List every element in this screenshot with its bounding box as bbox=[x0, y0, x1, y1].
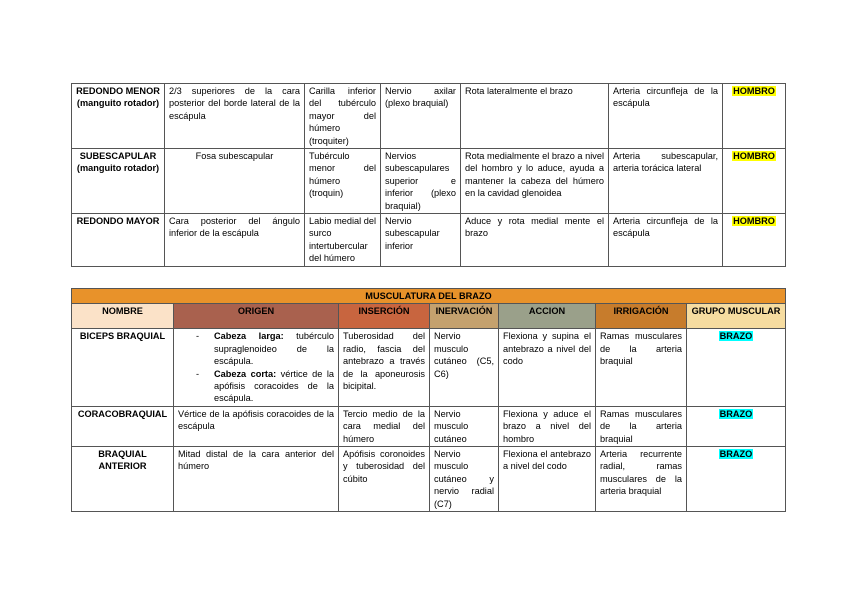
shoulder-muscles-table bbox=[71, 83, 786, 267]
innervation-cell: Nervio musculo cutáneo y nervio radial (C7) bbox=[430, 447, 499, 512]
header-grupo: GRUPO MUSCULAR bbox=[687, 304, 786, 329]
muscle-name: REDONDO MENOR (manguito rotador) bbox=[72, 84, 165, 149]
irrigation-cell: Arteria circunfleja de la escápula bbox=[609, 214, 723, 267]
action-cell: Rota lateralmente el brazo bbox=[461, 84, 609, 149]
origin-cell: Vértice de la apófisis coracoides de la escápula bbox=[174, 406, 339, 446]
header-accion: ACCION bbox=[499, 304, 596, 329]
muscle-name: REDONDO MAYOR bbox=[72, 214, 165, 267]
innervation-cell: Nervios subescapulares superior e inferior (plexo braquial) bbox=[381, 149, 461, 214]
group-badge: BRAZO bbox=[719, 408, 753, 419]
group-badge: HOMBRO bbox=[733, 151, 775, 162]
innervation-cell: Nervio subescapular inferior bbox=[381, 214, 461, 267]
action-cell: Flexiona el antebrazo a nivel del codo bbox=[499, 447, 596, 512]
insertion-cell: Carilla inferior del tubérculo mayor del húmero (troquiter) bbox=[305, 84, 381, 149]
header-irrigacion: IRRIGACIÓN bbox=[596, 304, 687, 329]
insertion-cell: Tuberosidad del radio, fascia del antebrazo a través de la aponeurosis bicipital. bbox=[339, 329, 430, 406]
arm-muscles-table bbox=[71, 288, 786, 512]
muscle-name: BICEPS BRAQUIAL bbox=[72, 329, 174, 406]
muscle-name: BRAQUIAL ANTERIOR bbox=[72, 447, 174, 512]
irrigation-cell: Arteria subescapular, arteria torácica lateral bbox=[609, 149, 723, 214]
innervation-cell: Nervio musculo cutáneo (C5, C6) bbox=[430, 329, 499, 406]
action-cell: Flexiona y aduce el brazo a nivel del hombro bbox=[499, 406, 596, 446]
origin-cell: 2/3 superiores de la cara posterior del borde lateral de la escápula bbox=[165, 84, 305, 149]
header-inervacion: INERVACIÓN bbox=[430, 304, 499, 329]
header-insercion: INSERCIÓN bbox=[339, 304, 430, 329]
origin-cell: Mitad distal de la cara anterior del húmero bbox=[174, 447, 339, 512]
table-title: MUSCULATURA DEL BRAZO bbox=[72, 289, 786, 304]
header-origen: ORIGEN bbox=[174, 304, 339, 329]
table-row bbox=[72, 447, 786, 512]
innervation-cell: Nervio axilar (plexo braquial) bbox=[381, 84, 461, 149]
group-badge: BRAZO bbox=[719, 331, 753, 342]
insertion-cell: Labio medial del surco intertubercular del húmero bbox=[305, 214, 381, 267]
origin-list bbox=[178, 330, 334, 404]
irrigation-cell: Arteria recurrente radial, ramas musculares de la arteria braquial bbox=[596, 447, 687, 512]
group-badge: HOMBRO bbox=[733, 86, 775, 96]
header-row bbox=[72, 304, 786, 329]
list-item: - Cabeza corta: vértice de la apófisis coracoides de la escápula. bbox=[214, 368, 334, 405]
action-cell: Flexiona y supina el antebrazo a nivel del codo bbox=[499, 329, 596, 406]
table-row bbox=[72, 149, 786, 214]
innervation-cell: Nervio musculo cutáneo bbox=[430, 406, 499, 446]
origin-cell bbox=[174, 329, 339, 406]
irrigation-cell: Ramas musculares de la arteria braquial bbox=[596, 329, 687, 406]
list-item: - Cabeza larga: tubérculo supraglenoideo de la escápula. bbox=[214, 330, 334, 367]
muscle-name: SUBESCAPULAR (manguito rotador) bbox=[72, 149, 165, 214]
action-cell: Aduce y rota medial mente el brazo bbox=[461, 214, 609, 267]
origin-cell: Fosa subescapular bbox=[165, 149, 305, 214]
header-nombre: NOMBRE bbox=[72, 304, 174, 329]
group-badge: BRAZO bbox=[719, 449, 753, 460]
group-badge: HOMBRO bbox=[733, 216, 775, 227]
muscle-name: CORACOBRAQUIAL bbox=[72, 406, 174, 446]
insertion-cell: Tercio medio de la cara medial del húmero bbox=[339, 406, 430, 446]
insertion-cell: Apófisis coronoides y tuberosidad del cúbito bbox=[339, 447, 430, 512]
irrigation-cell: Arteria circunfleja de la escápula bbox=[609, 84, 723, 149]
origin-cell: Cara posterior del ángulo inferior de la escápula bbox=[165, 214, 305, 267]
table-row bbox=[72, 84, 786, 149]
action-cell: Rota medialmente el brazo a nivel del hombro y lo aduce, ayuda a mantener la cabeza del húmero en la cavidad glenoidea bbox=[461, 149, 609, 214]
insertion-cell: Tubérculo menor del húmero (troquin) bbox=[305, 149, 381, 214]
table-row bbox=[72, 329, 786, 406]
table-row bbox=[72, 406, 786, 446]
table-row bbox=[72, 214, 786, 267]
irrigation-cell: Ramas musculares de la arteria braquial bbox=[596, 406, 687, 446]
